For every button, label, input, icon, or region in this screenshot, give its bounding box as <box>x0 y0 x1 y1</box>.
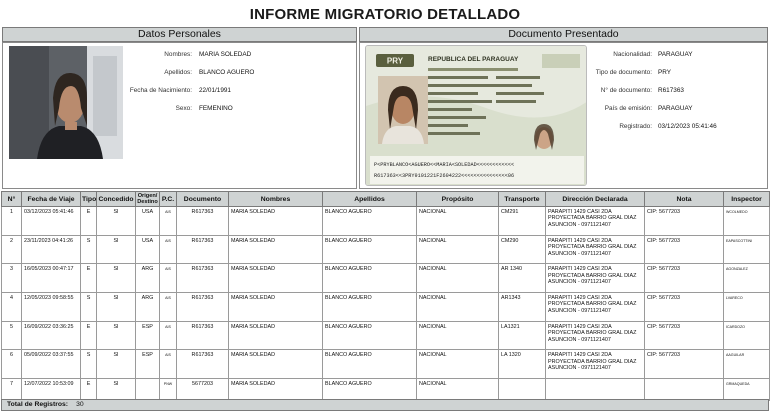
cell-names: MARIA SOLEDAD <box>229 321 323 350</box>
cell-type: E <box>81 379 97 401</box>
cell-checkpoint: AIS <box>160 293 177 322</box>
table-row <box>2 235 770 264</box>
records-total-value: 30 <box>76 401 84 408</box>
cell-purpose: NACIONAL <box>417 321 499 350</box>
col-header-type: Tipo <box>81 192 97 207</box>
col-header-checkpoint: P.C. <box>160 192 177 207</box>
cell-document: R617363 <box>177 321 229 350</box>
sex-label: Sexo: <box>175 105 192 112</box>
cell-number: 4 <box>2 293 22 322</box>
cell-travel-date: 16/09/2022 03:36:25 <box>22 321 81 350</box>
col-header-granted: Concedido <box>97 192 136 207</box>
cell-checkpoint: AIS <box>160 350 177 379</box>
cell-inspector: EAPASCOTTINI <box>724 235 770 264</box>
cell-granted: SI <box>97 379 136 401</box>
table-body <box>2 207 770 401</box>
cell-purpose: NACIONAL <box>417 350 499 379</box>
issuing-country-value: PARAGUAY <box>658 105 693 112</box>
cell-checkpoint: AIS <box>160 321 177 350</box>
cell-number: 6 <box>2 350 22 379</box>
cell-declared-address: PARAPITI 1429 CASI 2DA PROYECTADA BARRIO GRAL DIAZ ASUNCION - 0971121407 <box>546 207 645 236</box>
birthdate-value: 22/01/1991 <box>199 87 231 94</box>
cell-purpose: NACIONAL <box>417 207 499 236</box>
migration-records-table <box>1 191 770 401</box>
cell-origin-destination <box>136 379 160 401</box>
col-header-number: N° <box>2 192 22 207</box>
col-header-document: Documento <box>177 192 229 207</box>
sex-value: FEMENINO <box>199 105 233 112</box>
col-header-transport: Transporte <box>499 192 546 207</box>
table-row <box>2 350 770 379</box>
passport-country: REPUBLICA DEL PARAGUAY <box>428 56 519 63</box>
cell-type: E <box>81 321 97 350</box>
cell-checkpoint: AIS <box>160 264 177 293</box>
cell-document: 5677203 <box>177 379 229 401</box>
table-row <box>2 207 770 236</box>
table-row <box>2 379 770 401</box>
table-row <box>2 264 770 293</box>
personal-data-panel <box>2 42 357 189</box>
cell-note <box>645 379 724 401</box>
cell-number: 1 <box>2 207 22 236</box>
records-total-label: Total de Registros: <box>7 401 69 408</box>
cell-surnames: BLANCO AGUERO <box>323 235 417 264</box>
cell-origin-destination: ESP <box>136 350 160 379</box>
doc-type-value: PRY <box>658 69 672 76</box>
cell-transport: AR 1340 <box>499 264 546 293</box>
cell-origin-destination: ESP <box>136 321 160 350</box>
cell-purpose: NACIONAL <box>417 379 499 401</box>
cell-travel-date: 12/07/2022 10:53:09 <box>22 379 81 401</box>
cell-note: CIP: 5677203 <box>645 207 724 236</box>
cell-declared-address <box>546 379 645 401</box>
cell-checkpoint: PNW <box>160 379 177 401</box>
cell-checkpoint: AIS <box>160 207 177 236</box>
cell-inspector: WCOLMEDO <box>724 207 770 236</box>
cell-checkpoint: AIS <box>160 235 177 264</box>
cell-declared-address: PARAPITI 1429 CASI 2DA PROYECTADA BARRIO GRAL DIAZ ASUNCION - 0971121407 <box>546 235 645 264</box>
cell-travel-date: 12/05/2023 09:58:55 <box>22 293 81 322</box>
cell-transport: AR1343 <box>499 293 546 322</box>
cell-purpose: NACIONAL <box>417 293 499 322</box>
cell-names: MARIA SOLEDAD <box>229 264 323 293</box>
col-header-surnames: Apellidos <box>323 192 417 207</box>
col-header-declared-address: Dirección Declarada <box>546 192 645 207</box>
cell-document: R617363 <box>177 293 229 322</box>
cell-number: 5 <box>2 321 22 350</box>
cell-surnames: BLANCO AGUERO <box>323 321 417 350</box>
cell-purpose: NACIONAL <box>417 235 499 264</box>
cell-travel-date: 03/12/2023 05:41:46 <box>22 207 81 236</box>
birthdate-label: Fecha de Nacimiento: <box>129 87 192 94</box>
table-row <box>2 321 770 350</box>
cell-document: R617363 <box>177 207 229 236</box>
cell-declared-address: PARAPITI 1429 CASI 2DA PROYECTADA BARRIO GRAL DIAZ ASUNCION - 0971121407 <box>546 264 645 293</box>
cell-note: CIP: 5677203 <box>645 264 724 293</box>
cell-transport: CM290 <box>499 235 546 264</box>
cell-names: MARIA SOLEDAD <box>229 293 323 322</box>
names-value: MARIA SOLEDAD <box>199 51 252 58</box>
cell-transport: CM291 <box>499 207 546 236</box>
cell-origin-destination: ARG <box>136 293 160 322</box>
cell-granted: SI <box>97 207 136 236</box>
doc-number-value: R617363 <box>658 87 684 94</box>
cell-type: S <box>81 293 97 322</box>
cell-names: MARIA SOLEDAD <box>229 207 323 236</box>
passport-mrz-line2: R617363<<3PRY9101221F2604222<<<<<<<<<<<<<<<06 <box>374 173 515 179</box>
cell-origin-destination: ARG <box>136 264 160 293</box>
document-panel <box>359 42 768 189</box>
cell-note: CIP: 5677203 <box>645 350 724 379</box>
cell-number: 2 <box>2 235 22 264</box>
surnames-label: Apellidos: <box>164 69 192 76</box>
table-header-row <box>2 192 770 207</box>
nationality-value: PARAGUAY <box>658 51 693 58</box>
cell-type: S <box>81 235 97 264</box>
cell-travel-date: 23/11/2023 04:41:26 <box>22 235 81 264</box>
passport-badge: PRY <box>386 56 404 66</box>
cell-declared-address: PARAPITI 1429 CASI 2DA PROYECTADA BARRIO GRAL DIAZ ASUNCION - 0971121407 <box>546 293 645 322</box>
cell-names: MARIA SOLEDAD <box>229 235 323 264</box>
cell-note: CIP: 5677203 <box>645 293 724 322</box>
col-header-origin-destination: Origen/ Destino <box>137 193 158 205</box>
cell-granted: SI <box>97 321 136 350</box>
col-header-inspector: Inspector <box>724 192 770 207</box>
col-header-note: Nota <box>645 192 724 207</box>
cell-inspector: AAGUILAR <box>724 350 770 379</box>
personal-data-header: Datos Personales <box>2 27 357 42</box>
cell-type: S <box>81 350 97 379</box>
cell-inspector: AGONZALEZ <box>724 264 770 293</box>
cell-origin-destination: USA <box>136 207 160 236</box>
cell-note: CIP: 5677203 <box>645 235 724 264</box>
cell-note: CIP: 5677203 <box>645 321 724 350</box>
cell-surnames: BLANCO AGUERO <box>323 264 417 293</box>
cell-document: R617363 <box>177 264 229 293</box>
cell-surnames: BLANCO AGUERO <box>323 379 417 401</box>
cell-granted: SI <box>97 293 136 322</box>
registered-value: 03/12/2023 05:41:46 <box>658 123 717 130</box>
cell-purpose: NACIONAL <box>417 264 499 293</box>
cell-granted: SI <box>97 350 136 379</box>
issuing-country-label: País de emisión: <box>604 105 652 112</box>
cell-transport <box>499 379 546 401</box>
registered-label: Registrado: <box>619 123 652 130</box>
cell-declared-address: PARAPITI 1429 CASI 2DA PROYECTADA BARRIO GRAL DIAZ ASUNCION - 0971121407 <box>546 350 645 379</box>
cell-travel-date: 05/09/2022 03:37:55 <box>22 350 81 379</box>
cell-travel-date: 16/05/2023 00:47:17 <box>22 264 81 293</box>
cell-names: MARIA SOLEDAD <box>229 350 323 379</box>
cell-granted: SI <box>97 235 136 264</box>
passport-image <box>365 45 587 186</box>
cell-origin-destination: USA <box>136 235 160 264</box>
col-header-purpose: Propósito <box>417 192 499 207</box>
cell-names: MARIA SOLEDAD <box>229 379 323 401</box>
person-photo <box>9 46 123 159</box>
cell-type: E <box>81 207 97 236</box>
cell-transport: LA 1320 <box>499 350 546 379</box>
doc-number-label: N° de documento: <box>600 87 652 94</box>
table-row <box>2 293 770 322</box>
passport-mrz-line1: P<PRYBLANCO<AGUERO<<MARIA<SOLEDAD<<<<<<<<<<<< <box>374 162 515 168</box>
cell-inspector: LVARECO <box>724 293 770 322</box>
report-title: INFORME MIGRATORIO DETALLADO <box>249 6 521 23</box>
records-total-bar <box>1 399 769 411</box>
cell-type: E <box>81 264 97 293</box>
cell-surnames: BLANCO AGUERO <box>323 207 417 236</box>
names-label: Nombres: <box>164 51 192 58</box>
cell-surnames: BLANCO AGUERO <box>323 350 417 379</box>
cell-granted: SI <box>97 264 136 293</box>
surnames-value: BLANCO AGUERO <box>199 69 255 76</box>
cell-document: R617363 <box>177 350 229 379</box>
col-header-travel-date: Fecha de Viaje <box>22 192 81 207</box>
cell-number: 7 <box>2 379 22 401</box>
cell-declared-address: PARAPITI 1429 CASI 2DA PROYECTADA BARRIO GRAL DIAZ ASUNCION - 0971121407 <box>546 321 645 350</box>
cell-transport: LA1321 <box>499 321 546 350</box>
col-header-names: Nombres <box>229 192 323 207</box>
nationality-label: Nacionalidad: <box>613 51 652 58</box>
doc-type-label: Tipo de documento: <box>595 69 652 76</box>
document-header: Documento Presentado <box>359 27 768 42</box>
cell-inspector: GRMAQUEDA <box>724 379 770 401</box>
cell-document: R617363 <box>177 235 229 264</box>
cell-number: 3 <box>2 264 22 293</box>
cell-inspector: ICARDOZO <box>724 321 770 350</box>
cell-surnames: BLANCO AGUERO <box>323 293 417 322</box>
